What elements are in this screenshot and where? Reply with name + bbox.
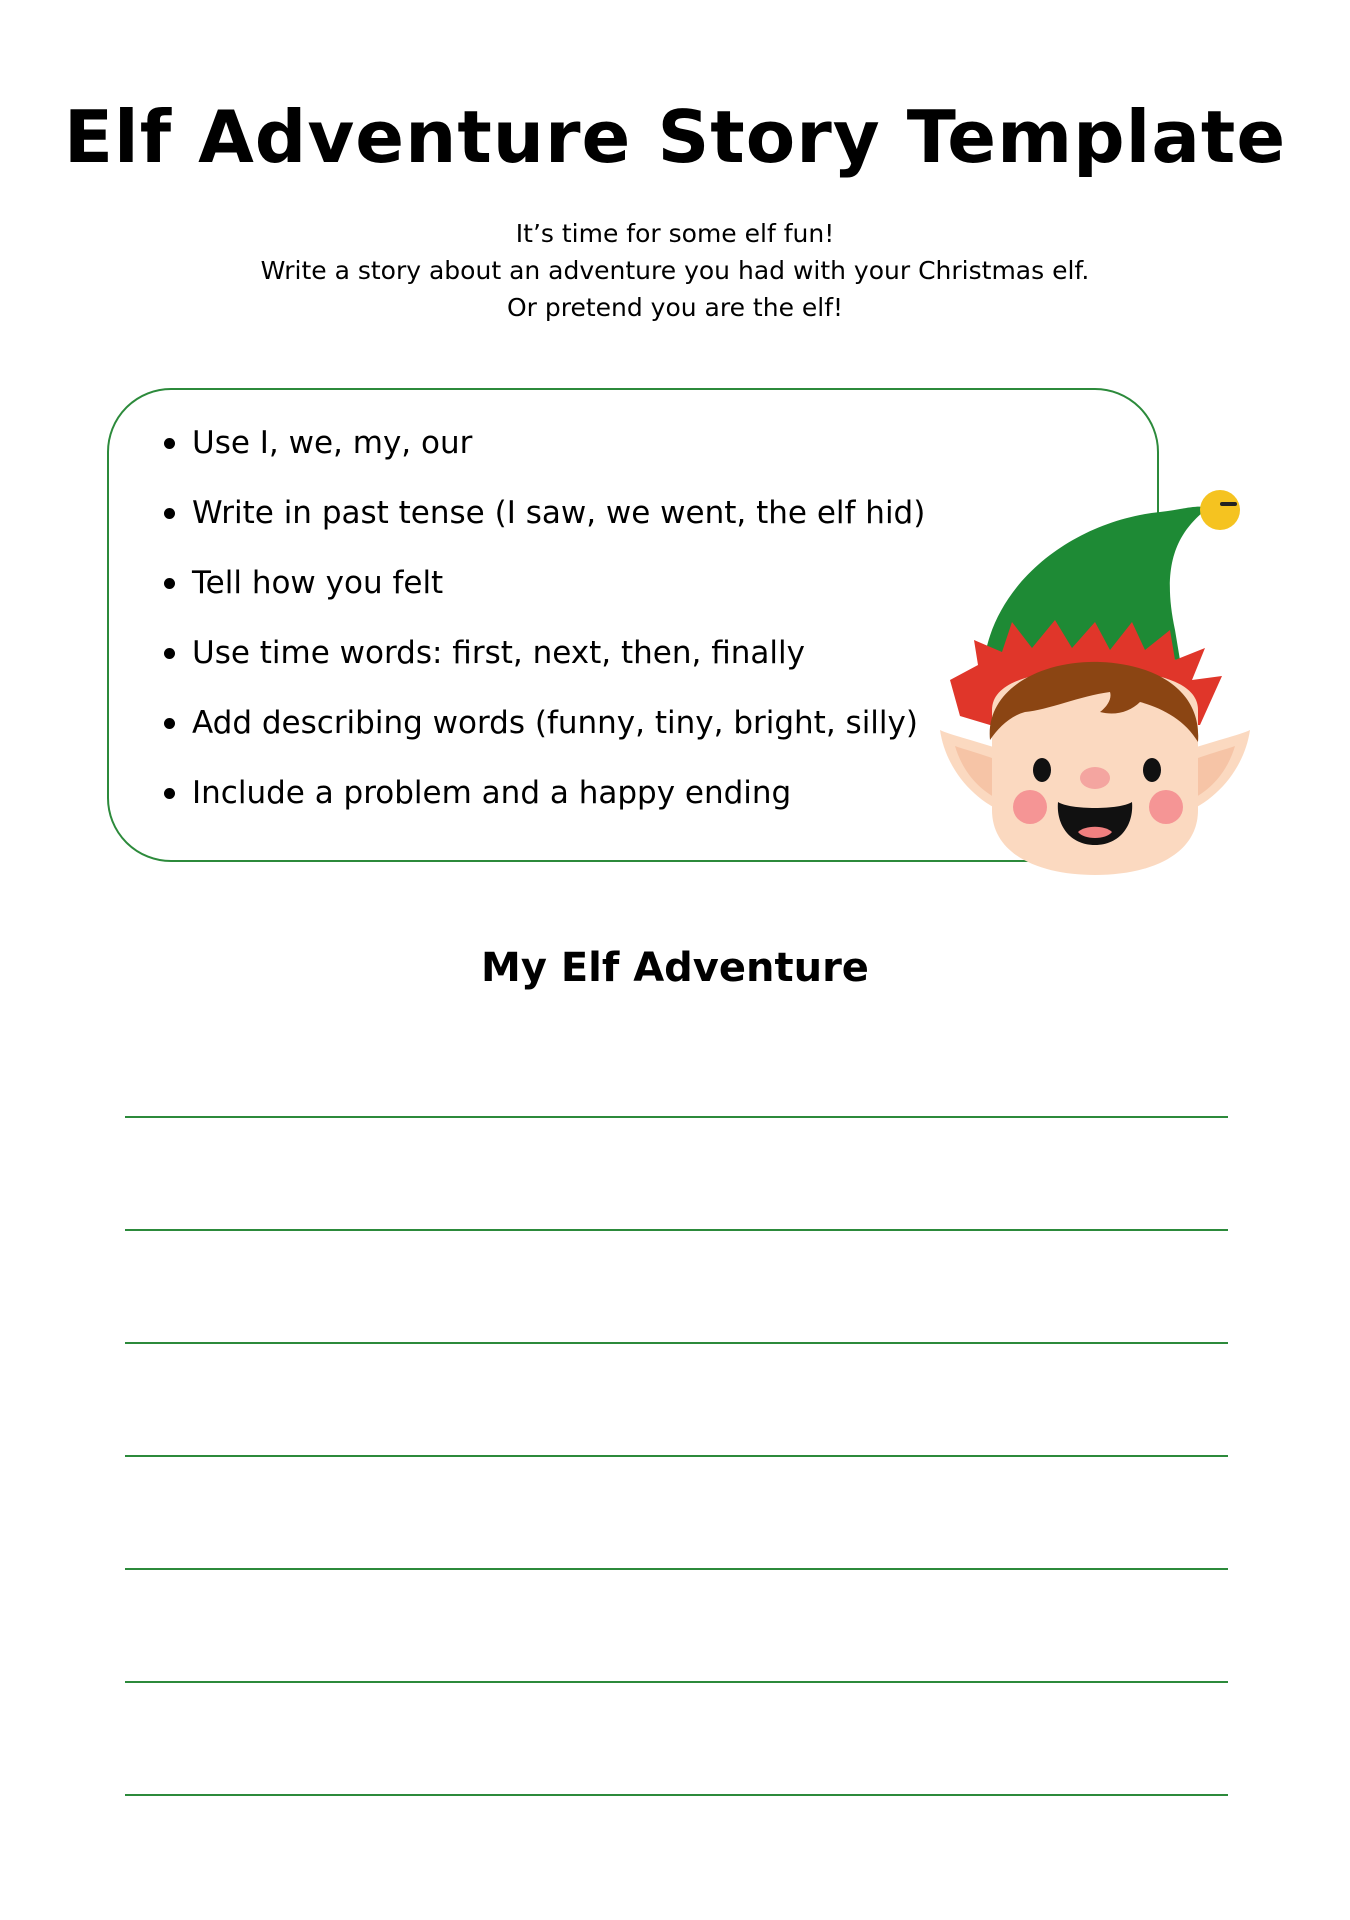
intro-line-2: Write a story about an adventure you had with your Christmas elf. (260, 256, 1090, 285)
tip-text: Add describing words (funny, tiny, bright, silly) (192, 705, 918, 741)
section-title: My Elf Adventure (481, 945, 869, 991)
tip-item (160, 560, 925, 630)
writing-line[interactable] (125, 1568, 1228, 1570)
elf-nose-icon (1080, 767, 1110, 789)
writing-line[interactable] (125, 1681, 1228, 1683)
elf-eye-right-icon (1143, 758, 1161, 782)
bullet-dot-icon (164, 788, 175, 799)
writing-line[interactable] (125, 1342, 1228, 1344)
tip-item (160, 490, 925, 560)
intro-text (0, 215, 1350, 326)
bullet-dot-icon (164, 578, 175, 589)
tip-item (160, 630, 925, 700)
elf-eye-left-icon (1033, 758, 1051, 782)
tip-item (160, 420, 925, 490)
tips-list (160, 420, 925, 840)
tip-text: Include a problem and a happy ending (192, 775, 792, 811)
tip-text: Use time words: first, next, then, finally (192, 635, 805, 671)
bullet-dot-icon (164, 508, 175, 519)
tip-text: Write in past tense (I saw, we went, the elf hid) (192, 495, 926, 531)
writing-line[interactable] (125, 1794, 1228, 1796)
page-title: Elf Adventure Story Template (63, 95, 1287, 179)
elf-cheek-right-icon (1149, 790, 1183, 824)
elf-cheek-left-icon (1013, 790, 1047, 824)
tip-text: Use I, we, my, our (192, 425, 473, 461)
tip-text: Tell how you felt (192, 565, 444, 601)
writing-line[interactable] (125, 1455, 1228, 1457)
bullet-dot-icon (164, 648, 175, 659)
elf-bell-icon (1200, 490, 1240, 530)
bullet-dot-icon (164, 718, 175, 729)
elf-head-illustration-icon (930, 480, 1260, 900)
intro-line-1: It’s time for some elf fun! (515, 219, 835, 248)
tip-item (160, 700, 925, 770)
intro-line-3: Or pretend you are the elf! (506, 293, 844, 322)
writing-line[interactable] (125, 1229, 1228, 1231)
bullet-dot-icon (164, 438, 175, 449)
writing-line[interactable] (125, 1116, 1228, 1118)
tip-item (160, 770, 925, 840)
